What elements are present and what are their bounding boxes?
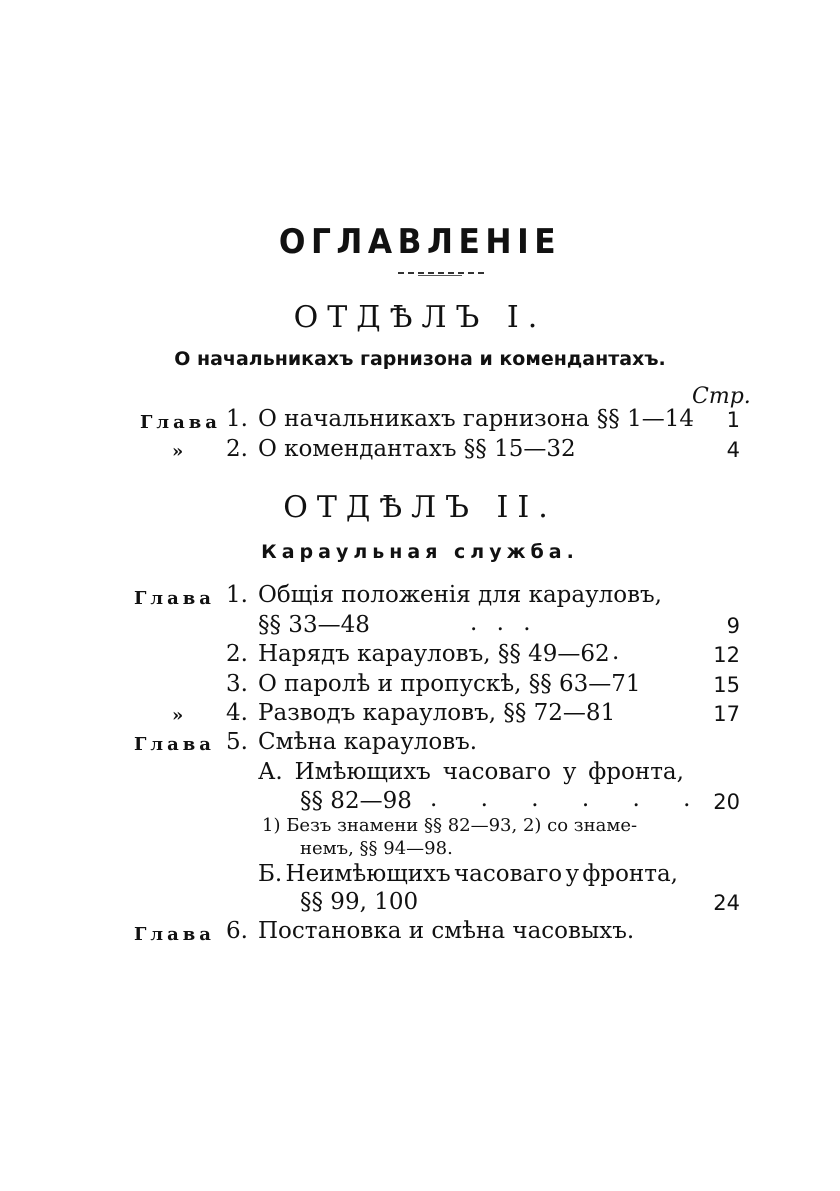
chapter-number: 3. (226, 671, 248, 697)
chapter-number: 4. (226, 700, 248, 726)
chapter-number: 1. (226, 582, 248, 608)
part1-subtitle: О начальникахъ гарнизона и комендантахъ. (174, 348, 666, 370)
subsection-b: Б. Неимѣющихъ часоваго у фронта, (258, 861, 678, 887)
ditto-mark: » (172, 705, 188, 726)
toc-entry-text: Разводъ карауловъ, §§ 72—81 (258, 700, 616, 726)
page-title: ОГЛАВЛЕНIЕ (278, 222, 562, 262)
leader-dots: . . . (470, 610, 537, 636)
leader-dots: . . . . . . (430, 786, 709, 812)
chapter-prefix: Глава (134, 924, 215, 945)
subsection-a-cont: §§ 82—98 (300, 788, 412, 814)
toc-entry-text: Постановка и смѣна часовыхъ. (258, 918, 635, 944)
toc-entry-text: Общiя положенiя для карауловъ, (258, 582, 662, 608)
toc-entry-page: 24 (713, 891, 740, 915)
chapter-prefix: Глава (140, 412, 221, 433)
chapter-number: 6. (226, 918, 248, 944)
chapter-number: 1. (226, 406, 248, 432)
part2-subtitle: Караульная служба. (261, 541, 579, 563)
toc-entry-page: 4 (726, 438, 740, 462)
toc-entry-text: О паролѣ и пропускѣ, §§ 63—71 (258, 671, 641, 697)
chapter-prefix: Глава (134, 734, 215, 755)
toc-entry-text: Смѣна карауловъ. (258, 729, 478, 755)
ditto-mark: » (172, 441, 188, 462)
toc-entry-text: О начальникахъ гарнизона §§ 1—14 (258, 406, 695, 432)
toc-entry-text: О комендантахъ §§ 15—32 (258, 436, 576, 462)
subsection-b-cont: §§ 99, 100 (300, 889, 419, 915)
toc-entry-page: 20 (713, 790, 740, 814)
toc-entry-page: 1 (726, 408, 740, 432)
subsection-note: немъ, §§ 94—98. (300, 838, 453, 859)
leader-dots: . (612, 639, 620, 665)
title-divider-inner (418, 275, 462, 276)
title-divider (398, 272, 484, 274)
subsection-note: 1) Безъ знамени §§ 82—93, 2) со знаме- (262, 815, 638, 836)
toc-entry-text: Нарядъ карауловъ, §§ 49—62 (258, 641, 610, 667)
toc-entry-page: 12 (713, 643, 740, 667)
part2-heading: ОТДѢЛЪ II. (283, 490, 557, 525)
chapter-prefix: Глава (134, 588, 215, 609)
subsection-a: А. Имѣющихъ часоваго у фронта, (258, 759, 684, 785)
chapter-number: 2. (226, 436, 248, 462)
toc-entry-page: 17 (713, 702, 740, 726)
toc-entry-page: 9 (726, 614, 740, 638)
toc-entry-page: 15 (713, 673, 740, 697)
chapter-number: 2. (226, 641, 248, 667)
part1-heading: ОТДѢЛЪ I. (293, 300, 547, 335)
toc-entry-text-cont: §§ 33—48 (258, 612, 370, 638)
chapter-number: 5. (226, 729, 248, 755)
page-column-header: Стр. (692, 384, 751, 409)
